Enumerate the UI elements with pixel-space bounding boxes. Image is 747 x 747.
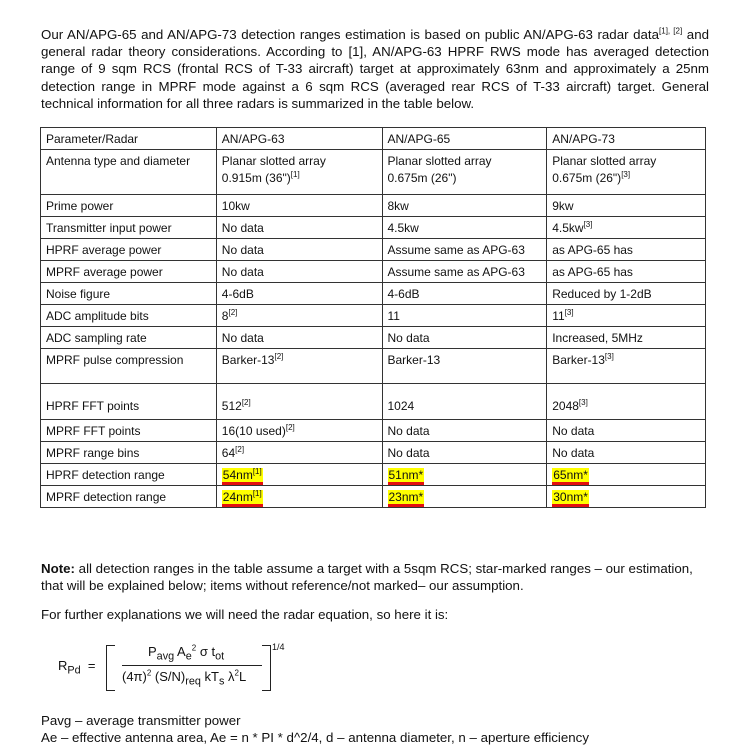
- highlighted-range: 24nm[1]: [222, 490, 263, 507]
- header-apg73: AN/APG-73: [547, 128, 706, 150]
- table-cell: as APG-65 has: [547, 239, 706, 261]
- table-cell: [216, 464, 382, 486]
- table-cell: 9kw: [547, 195, 706, 217]
- table-cell: [547, 464, 706, 486]
- table-cell: Planar slotted array 0.675m (26")[3]: [547, 150, 706, 195]
- table-cell: 64[2]: [216, 442, 382, 464]
- definition-pavg: Pavg – average transmitter power: [41, 713, 241, 728]
- table-row: [41, 420, 706, 442]
- row-label: MPRF FFT points: [41, 420, 217, 442]
- table-cell: 2048[3]: [547, 384, 706, 420]
- table-cell: No data: [216, 261, 382, 283]
- table-cell: 512[2]: [216, 384, 382, 420]
- table-cell: [216, 486, 382, 508]
- header-parameter: Parameter/Radar: [41, 128, 217, 150]
- table-row: [41, 464, 706, 486]
- table-cell: 10kw: [216, 195, 382, 217]
- row-label: HPRF FFT points: [41, 384, 217, 420]
- definition-ae: Ae – effective antenna area, Ae = n * PI * d^2/4, d – antenna diameter, n – aperture efficiency: [41, 730, 589, 745]
- row-label: HPRF detection range: [41, 464, 217, 486]
- table-cell: Increased, 5MHz: [547, 327, 706, 349]
- radar-equation: [58, 640, 318, 696]
- row-label: MPRF pulse compression: [41, 349, 217, 384]
- table-cell: 4-6dB: [216, 283, 382, 305]
- table-cell: 4.5kw[3]: [547, 217, 706, 239]
- table-cell: Barker-13[2]: [216, 349, 382, 384]
- equation-denominator: $(4\pi)^2$ $(S/N)_{req}$ $kT_s$ $\lambda^2L$: [122, 668, 247, 688]
- table-row: [41, 327, 706, 349]
- table-cell: Planar slotted array 0.915m (36")[1]: [216, 150, 382, 195]
- equation-fraction-line: [122, 665, 262, 666]
- note-text: all detection ranges in the table assume a target with a 5sqm RCS; star-marked ranges – our estimation, that will be explained below; items without reference/not marked– our assumption.: [41, 561, 693, 594]
- table-row: [41, 283, 706, 305]
- row-label: ADC amplitude bits: [41, 305, 217, 327]
- table-row: [41, 239, 706, 261]
- table-cell: No data: [382, 420, 547, 442]
- table-row: [41, 217, 706, 239]
- table-row: [41, 305, 706, 327]
- equation-numerator: $P_{avg}$ $A_e^2$ σ $t_{ot}$: [148, 643, 225, 663]
- table-cell: 4.5kw: [382, 217, 547, 239]
- table-cell: Planar slotted array 0.675m (26"): [382, 150, 547, 195]
- table-cell: No data: [547, 442, 706, 464]
- row-label: ADC sampling rate: [41, 327, 217, 349]
- highlighted-range: 65nm*: [552, 468, 589, 485]
- table-cell: [382, 464, 547, 486]
- table-row: [41, 150, 706, 195]
- table-cell: Assume same as APG-63: [382, 239, 547, 261]
- definitions: [41, 712, 709, 746]
- intro-text-1: Our AN/APG-65 and AN/APG-73 detection ranges estimation is based on public AN/APG-63 radar data: [41, 27, 660, 42]
- note-label: Note:: [41, 561, 75, 576]
- intro-text-2: and general radar theory considerations. According to [1], AN/APG-63 HPRF RWS mode has averaged detection range of 9 sqm RCS (frontal RCS of T-33 aircraft) target at approximately 63nm and approximately a 25nm detection range in MPRF mode against a 6 sqm RCS (averaged rear RCS of T-33 aircraft) target. General technical information for all three radars is summarized in the table below.: [41, 27, 709, 111]
- table-cell: Barker-13: [382, 349, 547, 384]
- table-row: [41, 261, 706, 283]
- equation-lhs: $R_{Pd}$ =: [58, 658, 96, 677]
- table-cell: [547, 486, 706, 508]
- table-cell: 4-6dB: [382, 283, 547, 305]
- row-label: Transmitter input power: [41, 217, 217, 239]
- header-apg65: AN/APG-65: [382, 128, 547, 150]
- intro-reference: [1], [2]: [659, 26, 683, 36]
- row-label: HPRF average power: [41, 239, 217, 261]
- table-row: [41, 384, 706, 420]
- table-cell: No data: [547, 420, 706, 442]
- table-cell: Assume same as APG-63: [382, 261, 547, 283]
- radar-comparison-table: [40, 127, 706, 508]
- table-row: [41, 486, 706, 508]
- equation-right-bracket: [262, 645, 271, 691]
- table-cell: No data: [216, 217, 382, 239]
- row-label: Noise figure: [41, 283, 217, 305]
- table-header-row: [41, 128, 706, 150]
- table-cell: 11: [382, 305, 547, 327]
- table-cell: [382, 486, 547, 508]
- table-cell: 8[2]: [216, 305, 382, 327]
- intro-paragraph: [41, 26, 709, 112]
- equation-left-bracket: [106, 645, 115, 691]
- table-cell: No data: [216, 327, 382, 349]
- further-paragraph: For further explanations we will need the radar equation, so here it is:: [41, 607, 449, 622]
- table-cell: No data: [216, 239, 382, 261]
- table-cell: 16(10 used)[2]: [216, 420, 382, 442]
- note-paragraph: [41, 560, 709, 594]
- highlighted-range: 30nm*: [552, 490, 589, 507]
- row-label: MPRF detection range: [41, 486, 217, 508]
- highlighted-range: 51nm*: [388, 468, 425, 485]
- table-cell: as APG-65 has: [547, 261, 706, 283]
- table-row: [41, 195, 706, 217]
- table-row: [41, 349, 706, 384]
- row-label: Antenna type and diameter: [41, 150, 217, 195]
- highlighted-range: 54nm[1]: [222, 468, 263, 485]
- table-row: [41, 442, 706, 464]
- table-cell: 11[3]: [547, 305, 706, 327]
- row-label: Prime power: [41, 195, 217, 217]
- header-apg63: AN/APG-63: [216, 128, 382, 150]
- row-label: MPRF range bins: [41, 442, 217, 464]
- table-cell: 8kw: [382, 195, 547, 217]
- table-cell: No data: [382, 442, 547, 464]
- highlighted-range: 23nm*: [388, 490, 425, 507]
- table-cell: Reduced by 1-2dB: [547, 283, 706, 305]
- equation-exponent: 1/4: [272, 642, 285, 652]
- reference: [3]: [621, 170, 631, 179]
- row-label: MPRF average power: [41, 261, 217, 283]
- table-cell: 1024: [382, 384, 547, 420]
- table-cell: Barker-13[3]: [547, 349, 706, 384]
- table-cell: No data: [382, 327, 547, 349]
- reference: [1]: [290, 170, 300, 179]
